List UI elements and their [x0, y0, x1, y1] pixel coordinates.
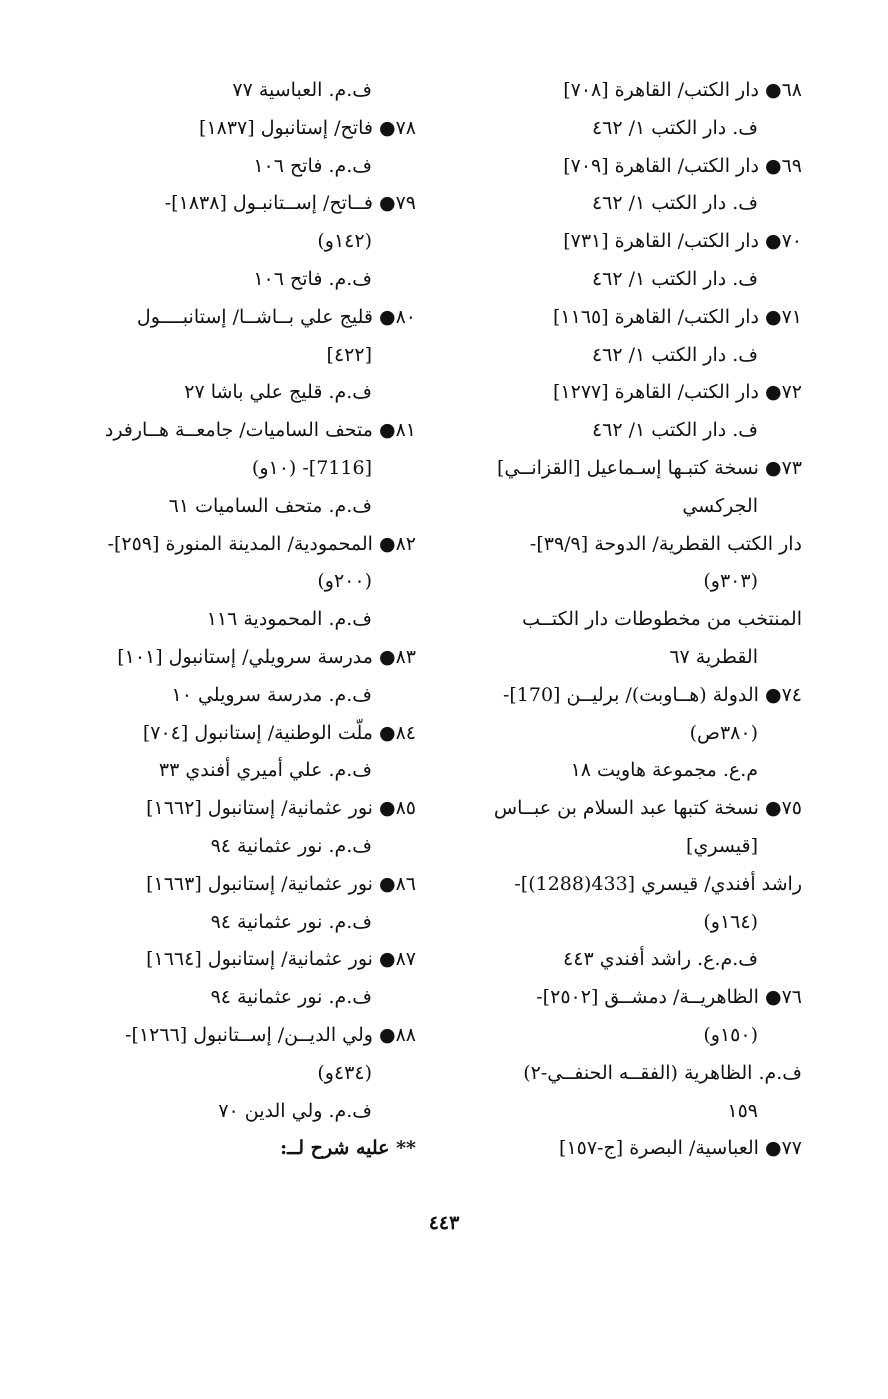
left-column-line-sub: ف.م. العباسية ٧٧ — [232, 79, 372, 101]
right-column-line-cont: [قيسري] — [686, 834, 758, 857]
left-column-line-sub: ف.م. قليج علي باشا ٢٧ — [184, 381, 372, 404]
left-column-line-sub: ف.م. مدرسة سرويلي ١٠ — [171, 683, 372, 706]
left-column-line-note: ** عليه شرح لــ: — [280, 1137, 416, 1160]
left-column-line-cont: (١٤٢و) — [317, 230, 372, 253]
left-column-line-sub: ف.م. نور عثمانية ٩٤ — [210, 910, 372, 933]
left-column-line-sub: ف.م. فاتح ١٠٦ — [253, 154, 372, 177]
right-column-line-entry: ٧٢● دار الكتب/ القاهرة [١٢٧٧] — [552, 381, 802, 404]
left-column-line-cont: (٤٣٤و) — [317, 1061, 372, 1084]
left-column-line-sub: ف.م. ولي الدين ٧٠ — [218, 1099, 372, 1122]
right-column-line-entry: ٦٩● دار الكتب/ القاهرة [٧٠٩] — [563, 154, 802, 177]
right-column-line-entry: ٧١● دار الكتب/ القاهرة [١١٦٥] — [552, 305, 802, 328]
left-column-line-cont: (٢٠٠و) — [317, 570, 372, 593]
left-column-line-cont: [٤٢٢] — [326, 343, 372, 366]
page-number: ٤٤٣ — [428, 1212, 460, 1234]
right-column-line-cont: (١٦٤و) — [703, 910, 758, 933]
right-column-line-entry: ٧٤● الدولة (هــاوبت)/ برليــن [170]- — [502, 683, 802, 706]
right-column-line-sub: ف. دار الكتب ١/ ٤٦٢ — [591, 343, 758, 366]
right-column-line-cont: الجركسي — [682, 494, 758, 517]
right-column-line-entry: ٧٧● العباسية/ البصرة [ج-١٥٧] — [559, 1137, 802, 1160]
right-column-line-cont: القطرية ٦٧ — [669, 645, 758, 668]
left-column-line-entry: ٨٦● نور عثمانية/ إستانبول [١٦٦٣] — [146, 872, 416, 895]
left-column-line-entry: ٨٤● ملّت الوطنية/ إستانبول [٧٠٤] — [142, 721, 416, 744]
left-column-line-sub: ف.م. المحمودية ١١٦ — [206, 608, 372, 631]
right-column-line-cont: (٣٠٣و) — [703, 570, 758, 593]
right-column — [456, 72, 802, 1168]
right-column-line-plain: دار الكتب القطرية/ الدوحة [٣٩/٩]- — [529, 532, 802, 555]
right-column-line-entry: ٧٥● نسخة كتبها عبد السلام بن عبــاس — [493, 797, 802, 820]
left-column-line-sub: ف.م. فاتح ١٠٦ — [253, 267, 372, 290]
right-column-line-cont: (٣٨٠ص) — [689, 721, 758, 744]
right-column-line-sub: ف. دار الكتب ١/ ٤٦٢ — [591, 267, 758, 290]
right-column-line-plain: راشد أفندي/ قيسري [433(1288)]- — [514, 872, 802, 895]
right-column-line-sub: ف. دار الكتب ١/ ٤٦٢ — [591, 116, 758, 139]
left-column-line-cont: [7116]- (١٠و) — [251, 456, 372, 479]
right-column-line-sub: ف. دار الكتب ١/ ٤٦٢ — [591, 192, 758, 215]
right-column-line-plain: المنتخب من مخطوطات دار الكتــب — [522, 608, 802, 631]
right-column-line-entry: ٦٨● دار الكتب/ القاهرة [٧٠٨] — [563, 79, 802, 101]
left-column-line-entry: ٨٧● نور عثمانية/ إستانبول [١٦٦٤] — [146, 948, 416, 971]
right-column-line-entry: ٧٦● الظاهريــة/ دمشــق [٢٥٠٢]- — [536, 986, 802, 1009]
right-column-line-entry: ٧٠● دار الكتب/ القاهرة [٧٣١] — [563, 230, 802, 253]
right-column-line-cont: ١٥٩ — [727, 1099, 758, 1122]
left-column-line-entry: ٨٣● مدرسة سرويلي/ إستانبول [١٠١] — [117, 645, 416, 668]
right-column-line-sub: ف.م.ع. راشد أفندي ٤٤٣ — [563, 948, 758, 971]
left-column-line-sub: ف.م. نور عثمانية ٩٤ — [210, 986, 372, 1009]
left-column-line-entry: ٧٩● فــاتح/ إســتانبـول [١٨٣٨]- — [164, 192, 416, 215]
left-column — [80, 72, 416, 1168]
left-column-line-entry: ٨١● متحف الساميات/ جامعــة هــارفرد — [104, 419, 416, 442]
right-column-line-sub: م.ع. مجموعة هاويت ١٨ — [570, 759, 758, 782]
left-column-line-sub: ف.م. متحف الساميات ٦١ — [168, 494, 372, 517]
right-column-line-sub: ف. دار الكتب ١/ ٤٦٢ — [591, 419, 758, 442]
left-column-line-entry: ٧٨● فاتح/ إستانبول [١٨٣٧] — [199, 116, 416, 139]
right-column-line-plain: ف.م. الظاهرية (الفقــه الحنفــي-٢) — [523, 1061, 802, 1084]
left-column-line-entry: ٨٠● قليج علي بــاشــا/ إستانبــــول — [136, 305, 416, 328]
right-column-line-entry: ٧٣● نسخة كتبـها إسـماعيل [القزانــي] — [497, 456, 802, 479]
left-column-line-entry: ٨٨● ولي الديــن/ إســتانبول [١٢٦٦]- — [125, 1023, 416, 1046]
left-column-line-sub: ف.م. علي أميري أفندي ٣٣ — [158, 759, 372, 782]
left-column-line-entry: ٨٢● المحمودية/ المدينة المنورة [٢٥٩]- — [107, 532, 416, 555]
right-column-line-cont: (١٥٠و) — [703, 1023, 758, 1046]
left-column-line-sub: ف.م. نور عثمانية ٩٤ — [210, 834, 372, 857]
left-column-line-entry: ٨٥● نور عثمانية/ إستانبول [١٦٦٢] — [146, 797, 416, 820]
